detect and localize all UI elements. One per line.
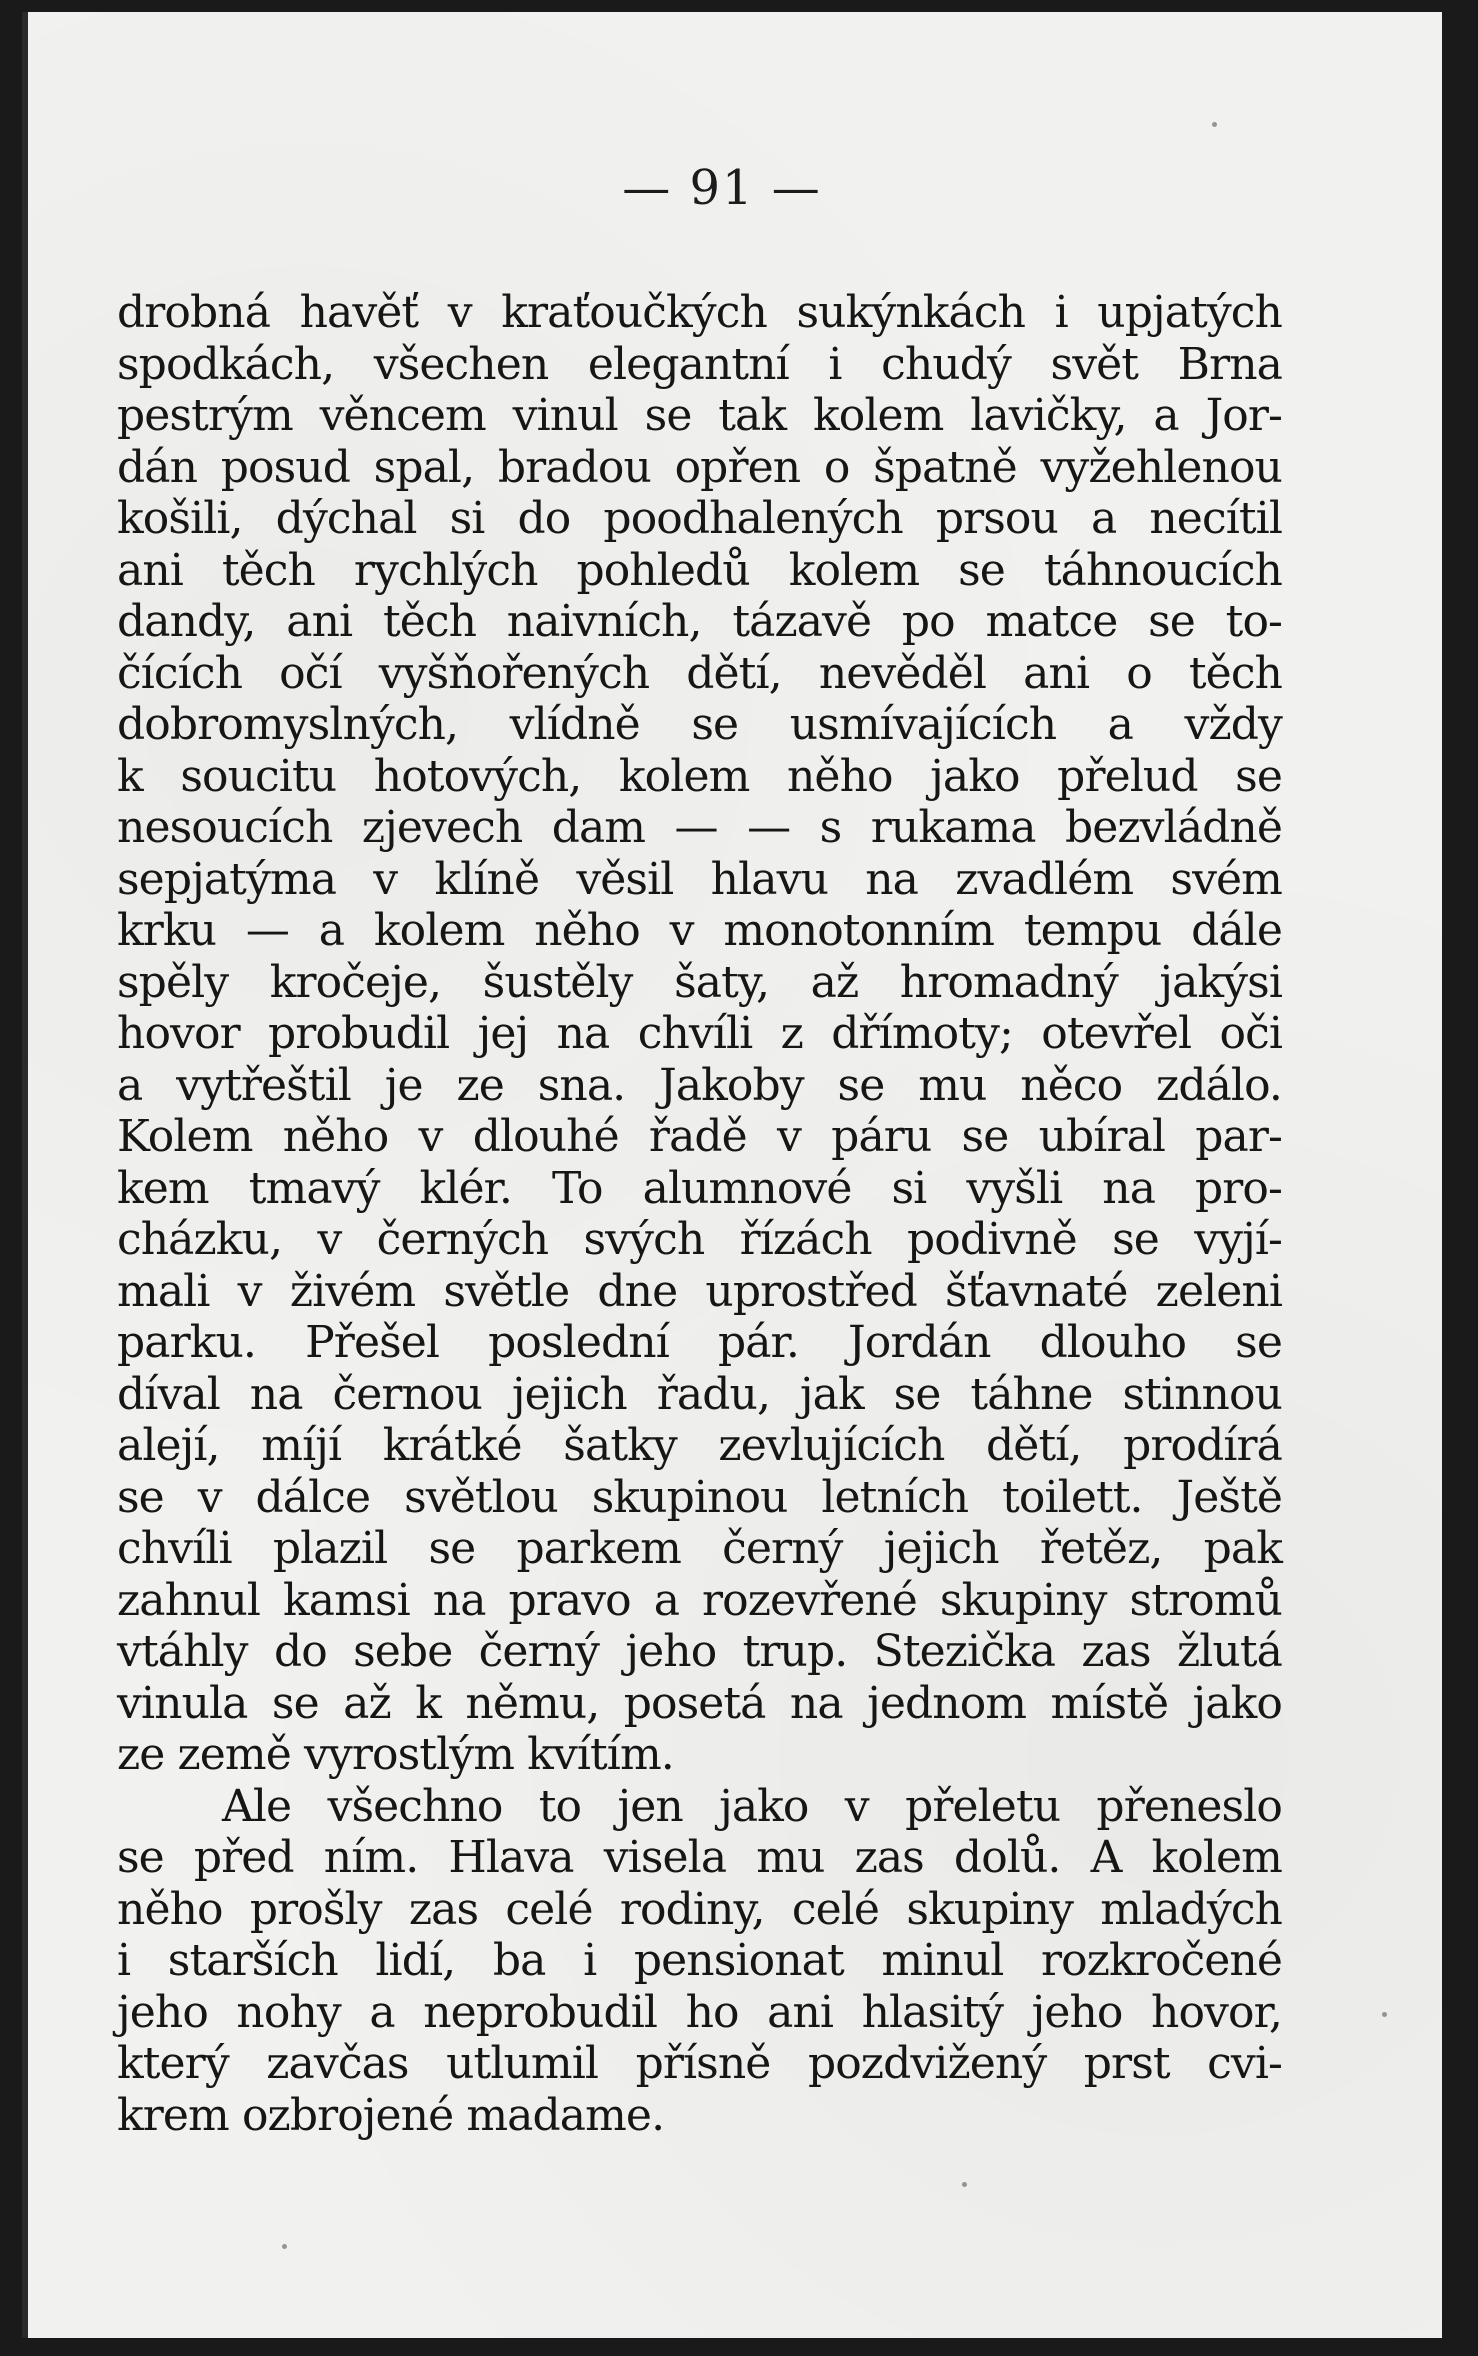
- text-line: kem tmavý klér. To alumnové si vyšli na pro-: [117, 1162, 1282, 1214]
- text-line: čících očí vyšňořených dětí, nevěděl ani o těch: [117, 647, 1282, 699]
- text-line: se v dálce světlou skupinou letních toilett. Ještě: [117, 1471, 1282, 1523]
- text-line: něho prošly zas celé rodiny, celé skupiny mladých: [117, 1883, 1282, 1935]
- text-line: dobromyslných, vlídně se usmívajících a vždy: [117, 699, 1282, 750]
- text-line: mali v živém světle dne uprostřed šťavnaté zeleni: [117, 1265, 1282, 1317]
- text-line: vtáhly do sebe černý jeho trup. Stezička zas žlutá: [117, 1626, 1282, 1677]
- text-line: parku. Přešel poslední pár. Jordán dlouho se: [117, 1317, 1282, 1368]
- paper-speck: [962, 2182, 967, 2187]
- text-line: krem ozbrojené madame.: [117, 2089, 665, 2141]
- text-line: jeho nohy a neprobudil ho ani hlasitý jeho hovor,: [117, 1986, 1282, 2038]
- text-line: drobná havěť v kraťoučkých sukýnkách i upjatých: [117, 287, 1282, 338]
- text-line: pestrým věncem vinul se tak kolem lavičky, a Jor-: [117, 390, 1282, 441]
- book-page: [22, 12, 1442, 2338]
- text-line: se před ním. Hlava visela mu zas dolů. A kolem: [117, 1832, 1282, 1883]
- text-line: Ale všechno to jen jako v přeletu přeneslo: [222, 1780, 1282, 1832]
- text-line: i starších lidí, ba i pensionat minul rozkročené: [117, 1935, 1282, 1986]
- text-line: krku — a kolem něho v monotonním tempu dále: [117, 905, 1282, 956]
- text-line: ani těch rychlých pohledů kolem se táhnoucích: [117, 544, 1282, 596]
- text-line: ze země vyrostlým kvítím.: [117, 1729, 674, 1780]
- text-line: chvíli plazil se parkem černý jejich řetěz, pak: [117, 1523, 1282, 1574]
- text-line: spěly kročeje, šustěly šaty, až hromadný jakýsi: [117, 956, 1282, 1008]
- paper-speck: [282, 2244, 287, 2249]
- body-text: [117, 287, 1282, 2141]
- text-line: nesoucích zjevech dam — — s rukama bezvládně: [117, 802, 1282, 853]
- text-line: díval na černou jejich řadu, jak se táhne stinnou: [117, 1368, 1282, 1420]
- text-line: košili, dýchal si do poodhalených prsou a necítil: [117, 493, 1282, 544]
- text-line: spodkách, všechen elegantní i chudý svět Brna: [117, 338, 1282, 390]
- text-line: zahnul kamsi na pravo a rozevřené skupiny stromů: [117, 1574, 1282, 1626]
- page-binding-edge: [22, 12, 28, 2338]
- paper-speck: [1212, 122, 1217, 127]
- text-line: cházku, v černých svých řízách podivně se vyjí-: [117, 1214, 1282, 1265]
- text-line: a vytřeštil je ze sna. Jakoby se mu něco zdálo.: [117, 1059, 1282, 1111]
- text-line: Kolem něho v dlouhé řadě v páru se ubíral par-: [117, 1111, 1282, 1162]
- text-line: který zavčas utlumil přísně pozdvižený prst cvi-: [117, 2038, 1282, 2089]
- text-line: vinula se až k němu, posetá na jednom místě jako: [117, 1677, 1282, 1729]
- text-line: k soucitu hotových, kolem něho jako přelud se: [117, 750, 1282, 802]
- text-line: dán posud spal, bradou opřen o špatně vyžehlenou: [117, 441, 1282, 493]
- text-line: sepjatýma v klíně věsil hlavu na zvadlém svém: [117, 853, 1282, 905]
- text-line: alejí, míjí krátké šatky zevlujících dětí, prodírá: [117, 1420, 1282, 1471]
- text-line: hovor probudil jej na chvíli z dřímoty; otevřel oči: [117, 1008, 1282, 1059]
- page-number: — 91 —: [622, 160, 822, 216]
- text-line: dandy, ani těch naivních, tázavě po matce se to-: [117, 596, 1282, 647]
- paper-speck: [1382, 2012, 1387, 2017]
